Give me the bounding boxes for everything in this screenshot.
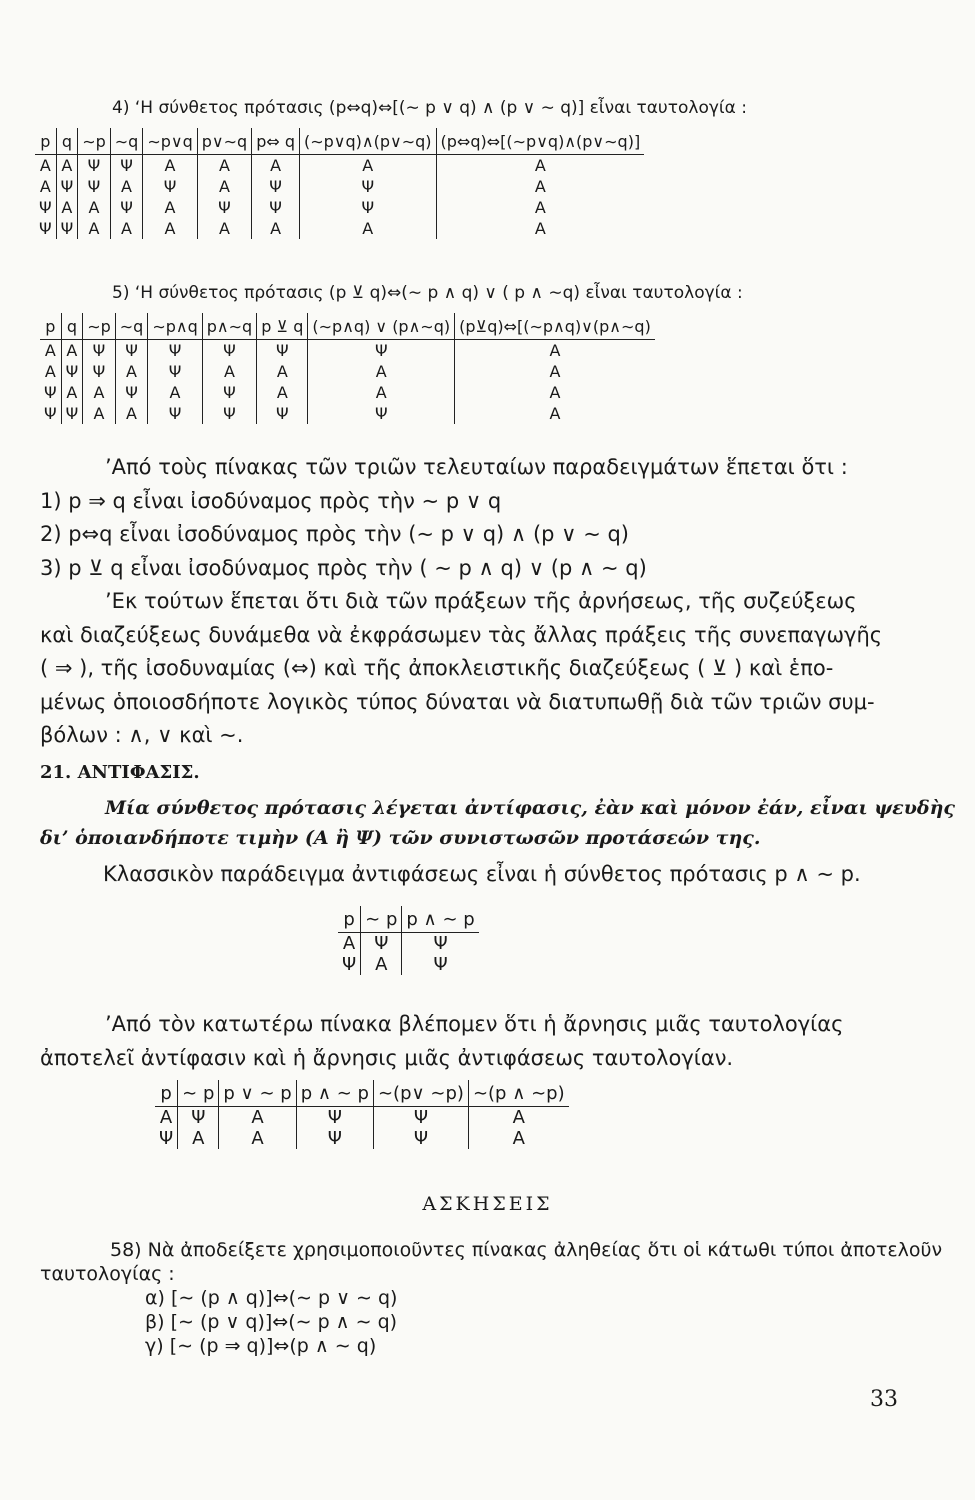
table-cell: Ψ [83,340,116,362]
table-row [155,1128,569,1149]
table-cell: Α [56,197,78,218]
table-cell: Ψ [373,1128,468,1149]
table-cell: Ψ [148,403,202,424]
table-header-cell: p [155,1080,178,1107]
table-cell: Ψ [402,933,479,955]
table-header-cell: p ∨ ∼ p [219,1080,296,1107]
table-header-cell: (p⇔q)⇔[(∼p∨q)∧(p∨∼q)] [436,128,644,155]
table-cell: Ψ [257,403,308,424]
table-cell: Ψ [373,1107,468,1129]
table-cell: Α [257,382,308,403]
table-cell: Α [178,1128,219,1149]
section-title: 21. ΑΝΤΙΦΑΣΙΣ. [40,762,200,783]
table-cell: Α [148,382,202,403]
table-header-cell: ∼q [115,313,148,340]
table-cell: Α [468,1107,568,1129]
table-header-cell: ∼p [78,128,111,155]
table-cell: Α [83,382,116,403]
exercise-58-prompt-cont: ταυτολογίας : [40,1263,175,1285]
table-header-cell: ∼p∨q [143,128,197,155]
table-cell: Α [110,176,143,197]
table-cell: Α [308,382,455,403]
example-5-heading: 5) ‘Η σύνθετος πρότασις (p ⊻ q)⇔(∼ p ∧ q) ∨ ( p ∧ ∼q) εἶναι ταυτολογία : [112,283,743,303]
paragraph-line: καὶ διαζεύξεως δυνάμεθα νὰ ἐκφράσωμεν τὰς ἄλλας πράξεις τῆς συνεπαγωγῆς [40,622,883,647]
table-row [40,340,655,362]
table-cell: Α [197,176,251,197]
table-header-cell: p∨∼q [197,128,251,155]
table-row [40,361,655,382]
table-cell: Α [455,382,655,403]
paragraph-line: βόλων : ∧, ∨ καὶ ∼. [40,723,244,747]
paragraph-line: μένως ὁποιοσδήποτε λογικὸς τύπος δύναται νὰ διατυπωθῇ διὰ τῶν τριῶν συμ- [40,689,875,714]
table-cell: Α [159,1107,173,1128]
table-header-cell: q [56,128,78,155]
paragraph-line: ἀποτελεῖ ἀντίφασιν καὶ ἡ ἄρνησις μιᾶς ἀντιφάσεως ταυτολογίαν. [40,1045,734,1070]
table-cell: Ψ [202,340,256,362]
table-header-cell: p ∧ ∼ p [402,906,479,933]
table-row [35,197,644,218]
table-cell: Α [436,176,644,197]
exercise-item: α) [∼ (p ∧ q)]⇔(∼ p ∨ ∼ q) [145,1287,398,1309]
table-cell: Ψ [202,403,256,424]
table-header-cell: p ∧ ∼ p [296,1080,373,1107]
table-cell: Α [39,156,51,175]
table-cell: Ψ [402,954,479,975]
table-cell: Α [342,933,356,954]
table-row [40,382,655,403]
table-cell: Ψ [308,340,455,362]
paragraph-line: ’Εκ τούτων ἕπεται ὅτι διὰ τῶν πράξεων τῆς ἀρνήσεως, τῆς συζεύξεως [105,589,857,613]
table-header-cell: (∼p∨q)∧(p∨∼q) [300,128,437,155]
table-cell: Ψ [252,197,300,218]
table-cell: Ψ [148,361,202,382]
equivalence-1: 1) p ⇒ q εἶναι ἰσοδύναμος πρὸς τὴν ∼ p ∨ q [40,488,502,513]
table-cell: Α [44,362,56,381]
table-cell: Ψ [115,382,148,403]
table-cell: Α [252,218,300,239]
equivalence-2: 2) p⇔q εἶναι ἰσοδύναμος πρὸς τὴν (∼ p ∨ q) ∧ (p ∨ ∼ q) [40,522,629,546]
table-cell: Α [468,1128,568,1149]
table-cell: Α [78,218,111,239]
table-cell: Α [143,197,197,218]
table-row [35,155,644,177]
table-cell: Ψ [361,933,402,955]
table-cell: Ψ [197,197,251,218]
table-header-cell: p [40,313,61,340]
table-row [35,176,644,197]
exercise-item: γ) [∼ (p ⇒ q)]⇔(p ∧ ∼ q) [145,1335,377,1357]
table-cell: Ψ [342,954,357,975]
table-cell: Α [78,197,111,218]
table-cell: Ψ [300,197,437,218]
table-cell: Ψ [300,176,437,197]
table-cell: Ψ [257,340,308,362]
table-header-cell: (∼p∧q) ∨ (p∧∼q) [308,313,455,340]
table-cell: Ψ [61,403,83,424]
table-cell: Ψ [178,1107,219,1129]
page-number: 33 [870,1387,898,1412]
table-cell: Α [44,341,56,360]
table-cell: Α [197,155,251,177]
table-cell: Α [308,361,455,382]
definition [40,793,955,853]
exercise-58-prompt: 58) Νὰ ἀποδείξετε χρησιμοποιοῦντες πίνακας ἀληθείας ὅτι οἱ κάτωθι τύποι ἀποτελοῦν [110,1239,943,1261]
negation-truth-table [155,1080,569,1149]
table-row [338,954,479,975]
table-header-cell: p∧∼q [202,313,256,340]
table-cell: Α [300,155,437,177]
table-cell: Ψ [83,361,116,382]
table-cell: Ψ [110,197,143,218]
table-cell: Ψ [148,340,202,362]
table-cell: Α [219,1128,296,1149]
table-cell: Ψ [296,1128,373,1149]
definition-line: δι’ ὁποιανδήποτε τιμὴν (Α ἢ Ψ) τῶν συνιστωσῶν προτάσεών της. [40,827,761,849]
table-cell: Α [197,218,251,239]
table-header-cell: ∼p [83,313,116,340]
table-cell: Ψ [44,383,57,402]
truth-table-example-5 [40,313,655,424]
table-cell: Ψ [115,340,148,362]
table-cell: Α [83,403,116,424]
conclusion-intro: ’Από τοὺς πίνακας τῶν τριῶν τελευταίων παραδειγμάτων ἕπεται ὅτι : [105,455,848,479]
truth-table-example-4 [35,128,644,239]
table-cell: Α [455,340,655,362]
table-cell: Α [219,1107,296,1129]
table-cell: Ψ [78,155,111,177]
table-cell: Ψ [56,176,78,197]
equivalence-3: 3) p ⊻ q εἶναι ἰσοδύναμος πρὸς τὴν ( ∼ p ∧ q) ∨ (p ∧ ∼ q) [40,555,647,580]
table-header-cell: ∼ p [361,906,402,933]
table-cell: Α [436,218,644,239]
table-cell: Ψ [78,176,111,197]
table-cell: Α [455,403,655,424]
exercises-title: ΑΣΚΗΣΕΙΣ [422,1193,553,1215]
table-cell: Ψ [39,219,52,238]
table-row [40,403,655,424]
definition-line: Μία σύνθετος πρότασις λέγεται ἀντίφασις, ἐὰν καὶ μόνον ἐάν, εἶναι ψευδὴς [105,797,955,819]
table-header-cell: p [35,128,56,155]
table-cell: Α [110,218,143,239]
table-cell: Α [143,218,197,239]
table-cell: Α [300,218,437,239]
table-cell: Α [436,197,644,218]
exercise-item: β) [∼ (p ∨ q)]⇔(∼ p ∧ ∼ q) [145,1311,398,1333]
table-cell: Α [143,155,197,177]
contradiction-example: Κλασσικὸν παράδειγμα ἀντιφάσεως εἶναι ἡ σύνθετος πρότασις p ∧ ∼ p. [103,862,861,886]
table-cell: Α [257,361,308,382]
table-cell: Α [436,155,644,177]
table-cell: Α [39,177,51,196]
paragraph-line: ’Από τὸν κατωτέρω πίνακα βλέπομεν ὅτι ἡ ἄρνησις μιᾶς ταυτολογίας [105,1012,844,1036]
table-cell: Ψ [110,155,143,177]
table-header-cell: ∼p∧q [148,313,202,340]
example-4-heading: 4) ‘Η σύνθετος πρότασις (p⇔q)⇔[(∼ p ∨ q) ∧ (p ∨ ∼ q)] εἶναι ταυτολογία : [112,98,748,118]
table-cell: Ψ [56,218,78,239]
table-cell: Ψ [61,361,83,382]
table-header-cell: p⇔ q [252,128,300,155]
table-cell: Α [115,403,148,424]
table-header-cell: ∼q [110,128,143,155]
contradiction-truth-table [338,906,479,975]
table-cell: Ψ [44,404,57,423]
table-header-cell: (p⊻q)⇔[(∼p∧q)∨(p∧∼q) [455,313,655,340]
table-header-cell: ∼ p [178,1080,219,1107]
table-row [35,218,644,239]
negation-paragraph [40,1008,890,1075]
table-cell: Α [361,954,402,975]
paragraph-line: ( ⇒ ), τῆς ἰσοδυναμίας (⇔) καὶ τῆς ἀποκλειστικῆς διαζεύξεως ( ⊻ ) καὶ ἑπο- [40,656,834,680]
table-header-cell: ∼(p ∧ ∼p) [468,1080,568,1107]
table-cell: Ψ [159,1128,174,1149]
table-cell: Ψ [252,176,300,197]
table-cell: Α [61,340,83,362]
table-cell: Ψ [202,382,256,403]
table-header-cell: ∼(p∨ ∼p) [373,1080,468,1107]
table-cell: Α [455,361,655,382]
table-cell: Α [115,361,148,382]
table-cell: Α [202,361,256,382]
conclusion-block [40,451,890,753]
table-header-cell: p ⊻ q [257,313,308,340]
table-cell: Ψ [308,403,455,424]
table-cell: Α [61,382,83,403]
table-cell: Ψ [143,176,197,197]
table-cell: Α [252,155,300,177]
exercise-58 [40,1238,943,1358]
table-cell: Ψ [39,198,52,217]
table-header-cell: p [338,906,361,933]
table-row [338,933,479,955]
table-cell: Ψ [296,1107,373,1129]
table-cell: Α [56,155,78,177]
table-header-cell: q [61,313,83,340]
table-row [155,1107,569,1129]
